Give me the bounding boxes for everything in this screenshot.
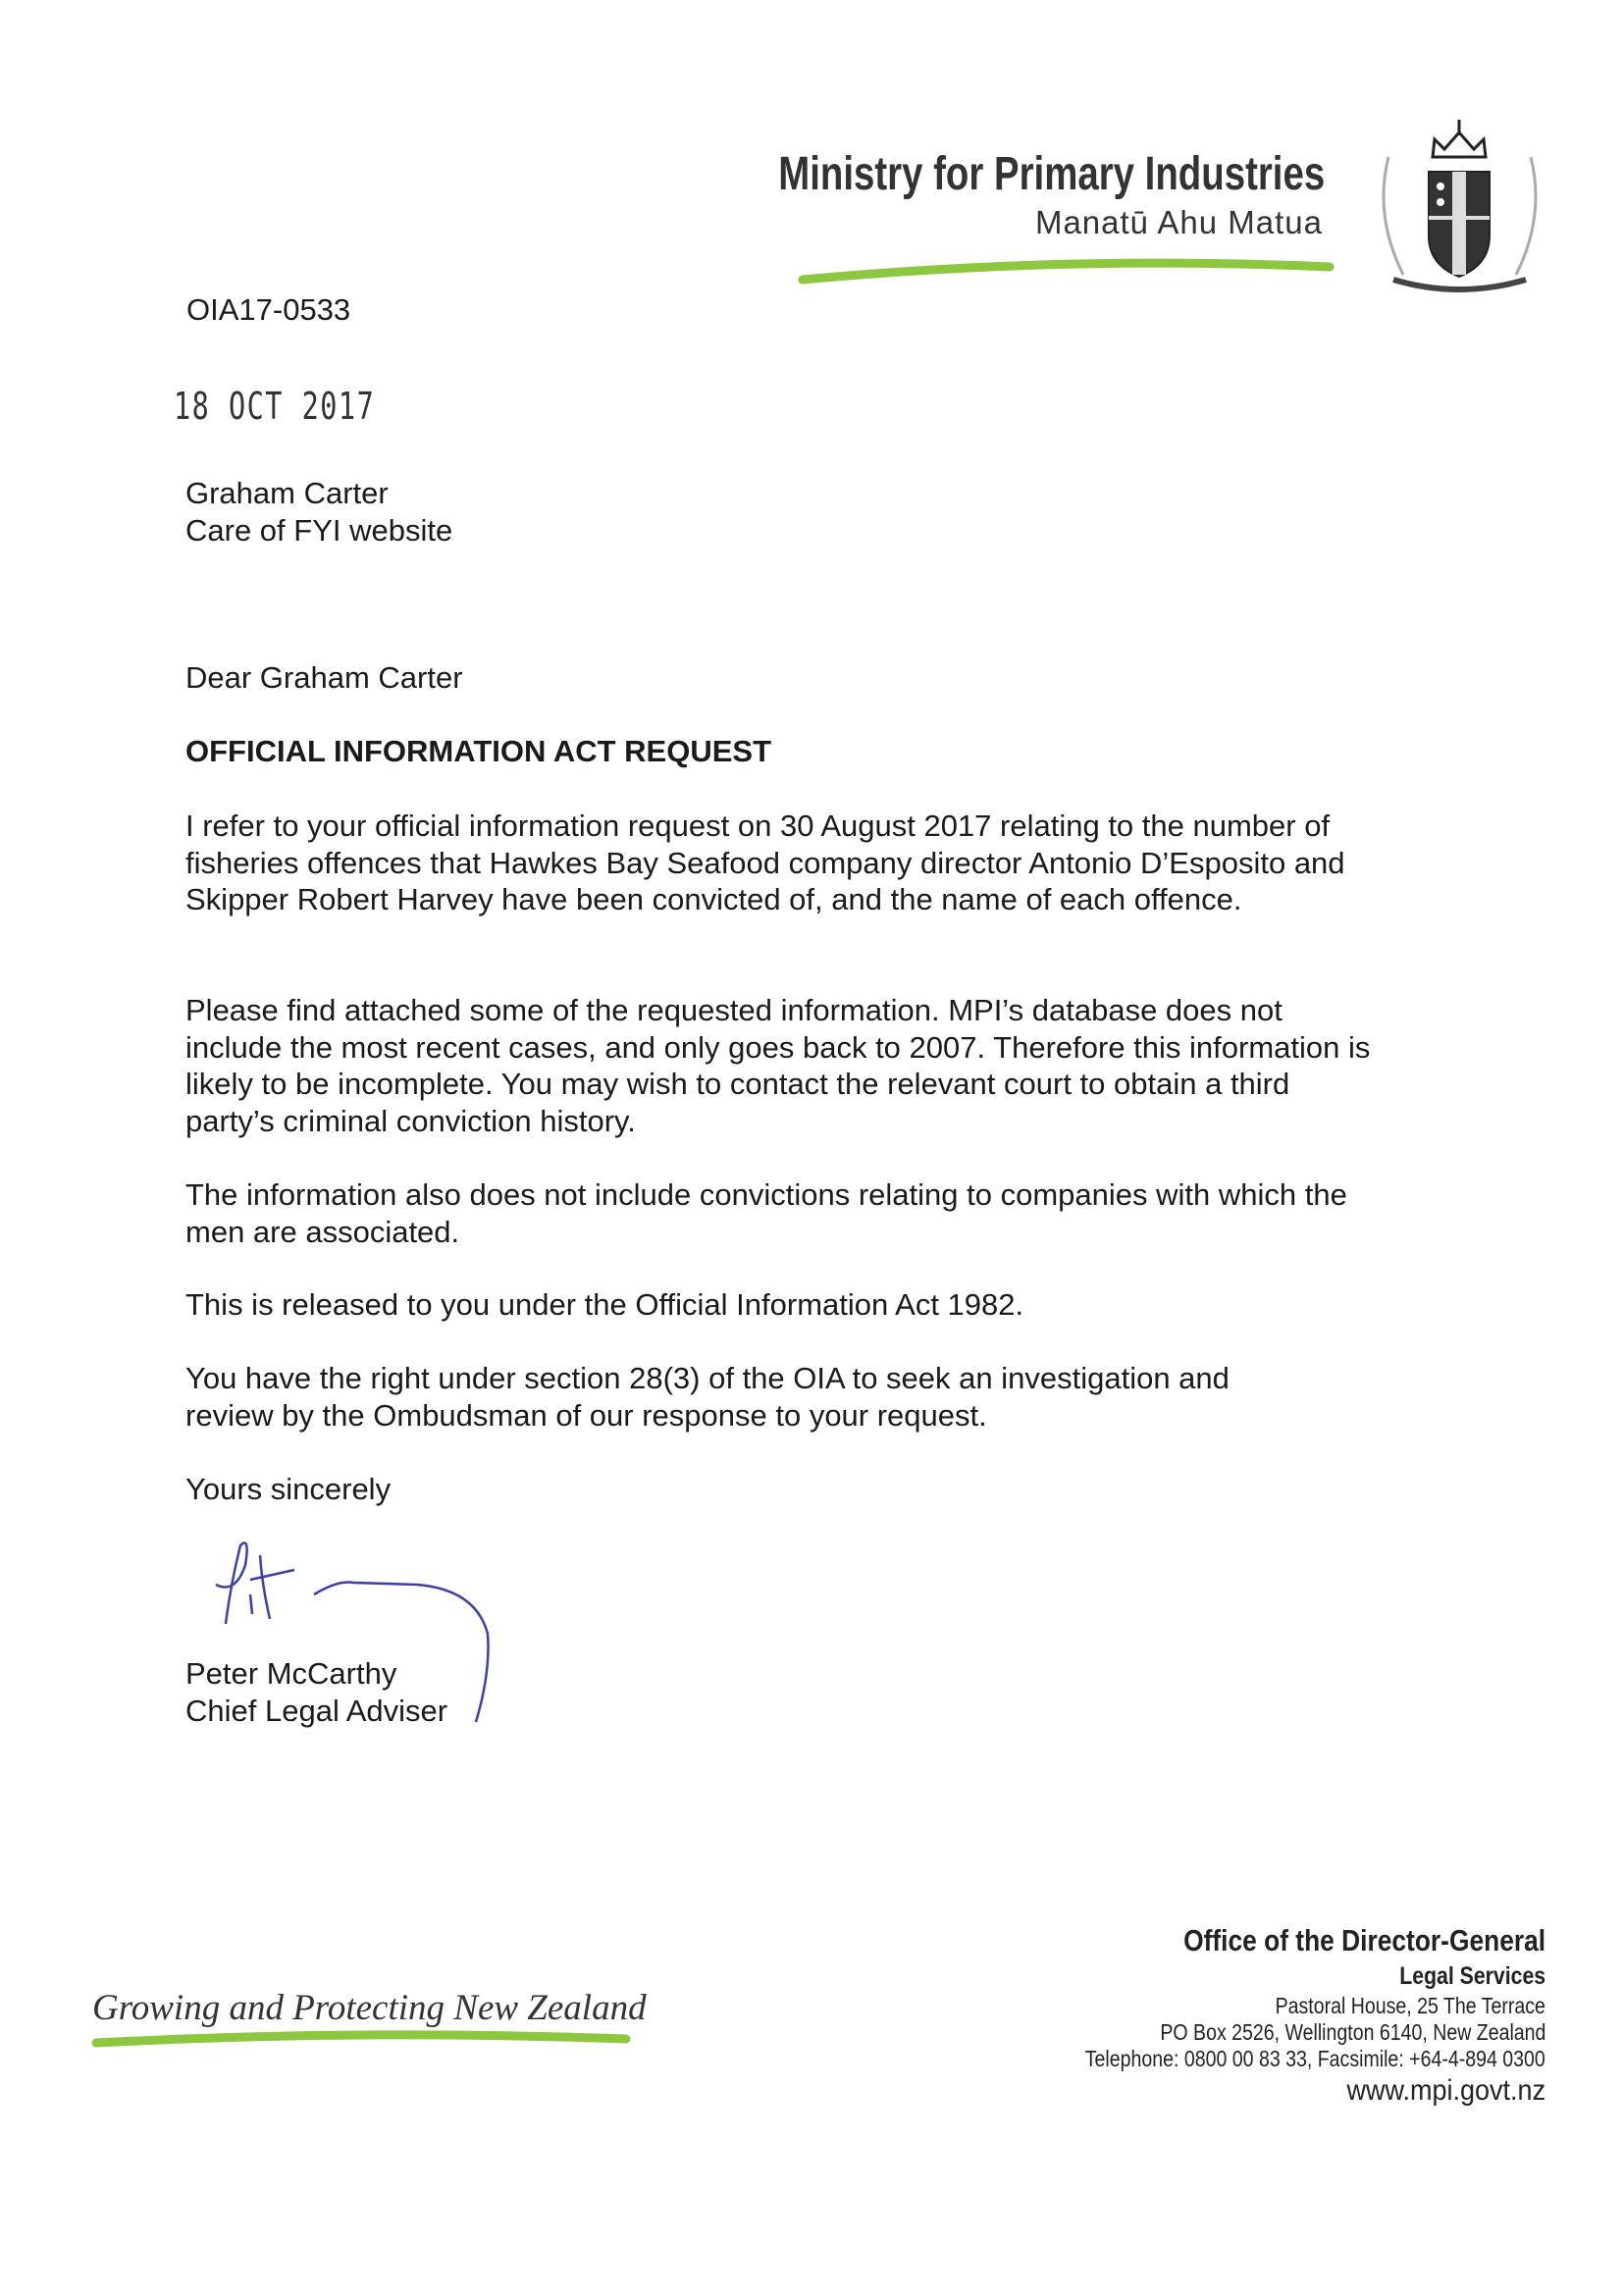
nz-coat-of-arms-icon	[1364, 118, 1555, 299]
recipient-care-of: Care of FYI website	[185, 512, 453, 548]
footer-unit: Legal Services	[1399, 1962, 1545, 1990]
footer-address-line2: PO Box 2526, Wellington 6140, New Zealand	[1159, 2019, 1545, 2045]
recipient-block	[185, 475, 1392, 548]
reference-number: OIA17-0533	[186, 292, 351, 327]
footer-office: Office of the Director-General	[1183, 1923, 1545, 1957]
footer-swoosh	[88, 2021, 638, 2061]
footer-website: www.mpi.govt.nz	[1346, 2074, 1545, 2107]
paragraph-1: I refer to your official information request on 30 August 2017 relating to the number of fisheries offences that Hawkes Bay Seafood company director Antonio D’Esposito and Skipper Robert Harvey have been convicted of, and the name of each offence.	[185, 809, 1345, 916]
footer-contact: Telephone: 0800 00 83 33, Facsimile: +64-4-894 0300	[1084, 2046, 1545, 2071]
footer-slogan: Growing and Protecting New Zealand	[92, 1988, 647, 2028]
date-stamp: 18 OCT 2017	[174, 385, 376, 428]
letter-heading: OFFICIAL INFORMATION ACT REQUEST	[185, 734, 772, 768]
organisation-maori-name: Manatū Ahu Matua	[1034, 204, 1323, 240]
paragraph-3: The information also does not include convictions relating to companies with which the men are associated.	[185, 1177, 1347, 1249]
paragraph-5: You have the right under section 28(3) of the OIA to seek an investigation and review by the Ombudsman of our response to your request.	[185, 1361, 1230, 1433]
signatory-name: Peter McCarthy	[185, 1656, 397, 1691]
organisation-name: Ministry for Primary Industries	[778, 148, 1325, 200]
header-swoosh	[795, 250, 1344, 289]
recipient-name: Graham Carter	[185, 476, 389, 510]
paragraph-4: This is released to you under the Official Information Act 1982.	[185, 1287, 1024, 1322]
signatory-block	[185, 1655, 1392, 1729]
closing: Yours sincerely	[185, 1472, 392, 1506]
salutation: Dear Graham Carter	[185, 660, 463, 695]
footer-address-line1: Pastoral House, 25 The Terrace	[1275, 1993, 1545, 2018]
signatory-title: Chief Legal Adviser	[185, 1693, 448, 1728]
paragraph-2: Please find attached some of the requested information. MPI’s database does not include the most recent cases, and only goes back to 2007. Therefore this information is likely to be incomplete. You may wish to contact the relevant court to obtain a third party’s criminal conviction history.	[185, 993, 1371, 1138]
